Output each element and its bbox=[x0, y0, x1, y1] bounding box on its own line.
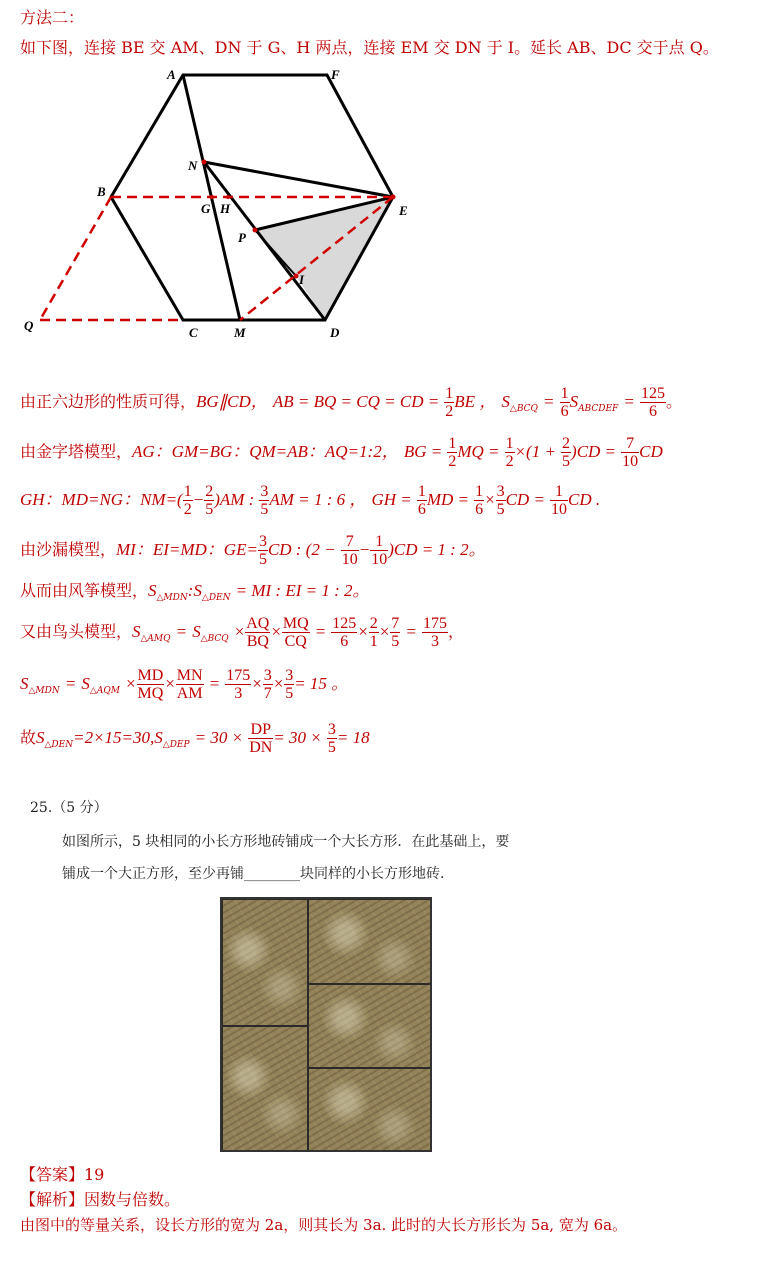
label-D: D bbox=[330, 325, 340, 340]
method-title: 方法二： bbox=[20, 8, 85, 27]
label-C: C bbox=[189, 325, 198, 340]
point-E bbox=[391, 195, 396, 200]
solution-line-7: $S_{\triangle MDN} = S_{\triangle AQM}$ × $\frac{MD}{MQ}$ × $\frac{MN}{AM}$ = $\frac{175}{3}$ × $\frac{3}{7}$ × $\frac{3}{5}$ = 15 。 bbox=[20, 667, 349, 702]
tile-right-1 bbox=[308, 899, 432, 984]
label-G: G bbox=[201, 201, 211, 216]
label-I: I bbox=[299, 272, 305, 287]
detail-line: 由图中的等量关系，设长方形的宽为 2a，则其长为 3a. 此时的大长方形长为 5a, 宽为 6a。 bbox=[20, 1216, 628, 1234]
tile-right-3 bbox=[308, 1068, 432, 1152]
point-P bbox=[253, 228, 258, 233]
question-line-2: 铺成一个大正方形，至少再铺________块同样的小长方形地砖. bbox=[62, 866, 445, 882]
tile-right-2 bbox=[308, 984, 432, 1068]
answer-blank[interactable]: ________ bbox=[244, 866, 300, 882]
solution-line-2: 由金字塔模型，AG：GM=BG：QM=AB：AQ=1:2， BG = $\frac{1}{2}$ MQ = $\frac{1}{2}$ ×(1 + $\frac{2}{5}$ )CD = $\frac{7}{10}$ CD bbox=[20, 435, 663, 470]
hexagon-figure bbox=[0, 0, 768, 360]
solution-line-8: 故$S_{\triangle DEN}=2\times 15=30,S_{\triangle DEP} = 30$ × $\frac{DP}{DN}$ = 30 × $\frac{3}{5}$ = 18 bbox=[20, 721, 370, 756]
segment-NE bbox=[204, 162, 393, 197]
point-G bbox=[210, 195, 214, 199]
intro-line: 如下图，连接 BE 交 AM、DN 于 G、H 两点，连接 EM 交 DN 于 I。延长 AB、DC 交于点 Q。 bbox=[20, 38, 719, 57]
point-N bbox=[202, 160, 207, 165]
tile-left-bottom bbox=[222, 1026, 308, 1152]
label-E: E bbox=[399, 203, 408, 218]
question-line-1: 如图所示，5 块相同的小长方形地砖铺成一个大长方形．在此基础上，要 bbox=[62, 834, 510, 850]
dashed-BQ bbox=[40, 197, 111, 320]
solution-line-4: 由沙漏模型，MI：EI=MD：GE= $\frac{3}{5}$ CD : (2 − $\frac{7}{10}$ − $\frac{1}{10}$ )CD = 1 : 2。 bbox=[20, 533, 486, 568]
label-N: N bbox=[188, 158, 198, 173]
solution-line-5: 从而由风筝模型，$S_{\triangle MDN}:S_{\triangle DEN}$ = MI : EI = 1 : 2。 bbox=[20, 581, 370, 603]
point-I bbox=[294, 274, 299, 279]
label-P: P bbox=[238, 230, 246, 245]
label-F: F bbox=[331, 67, 340, 82]
shaded-triangle-PID bbox=[255, 197, 393, 320]
solution-line-6: 又由鸟头模型，$S_{\triangle AMQ} = S_{\triangle BCQ}$ × $\frac{AQ}{BQ}$ × $\frac{MQ}{CQ}$ = $\frac{125}{6}$ × $\frac{2}{1}$ × $\frac{7}{5}$ = $\frac{175}{3}$ ， bbox=[20, 615, 464, 650]
solution-line-3: GH：MD=NG：NM=( $\frac{1}{2}$ − $\frac{2}{5}$ )AM : $\frac{3}{5}$ AM = 1 : 6 ， GH = $\frac{1}{6}$ MD = $\frac{1}{6}$ × $\frac{3}{5}$ CD = $\frac{1}{10}$ CD . bbox=[20, 483, 601, 518]
hexagon bbox=[111, 75, 393, 320]
label-M: M bbox=[234, 325, 246, 340]
point-H bbox=[226, 195, 230, 199]
label-Q: Q bbox=[24, 318, 34, 333]
solution-line-1: 由正六边形的性质可得，BG∥CD， AB = BQ = CQ = CD = $\frac{1}{2}$ BE ， $S_{\triangle BCQ}$ = $\frac{1}{6}$ $S_{ABCDEF}$ = $\frac{125}{6}$ 。 bbox=[20, 385, 682, 420]
question-number: 25.（5 分） bbox=[30, 800, 108, 816]
tiles-image bbox=[220, 897, 432, 1152]
label-A: A bbox=[167, 67, 176, 82]
label-H: H bbox=[220, 201, 231, 216]
analysis-line: 【解析】因数与倍数。 bbox=[20, 1190, 181, 1209]
tile-left-top bbox=[222, 899, 308, 1026]
label-B: B bbox=[97, 184, 106, 199]
answer-line: 【答案】19 bbox=[20, 1165, 105, 1184]
